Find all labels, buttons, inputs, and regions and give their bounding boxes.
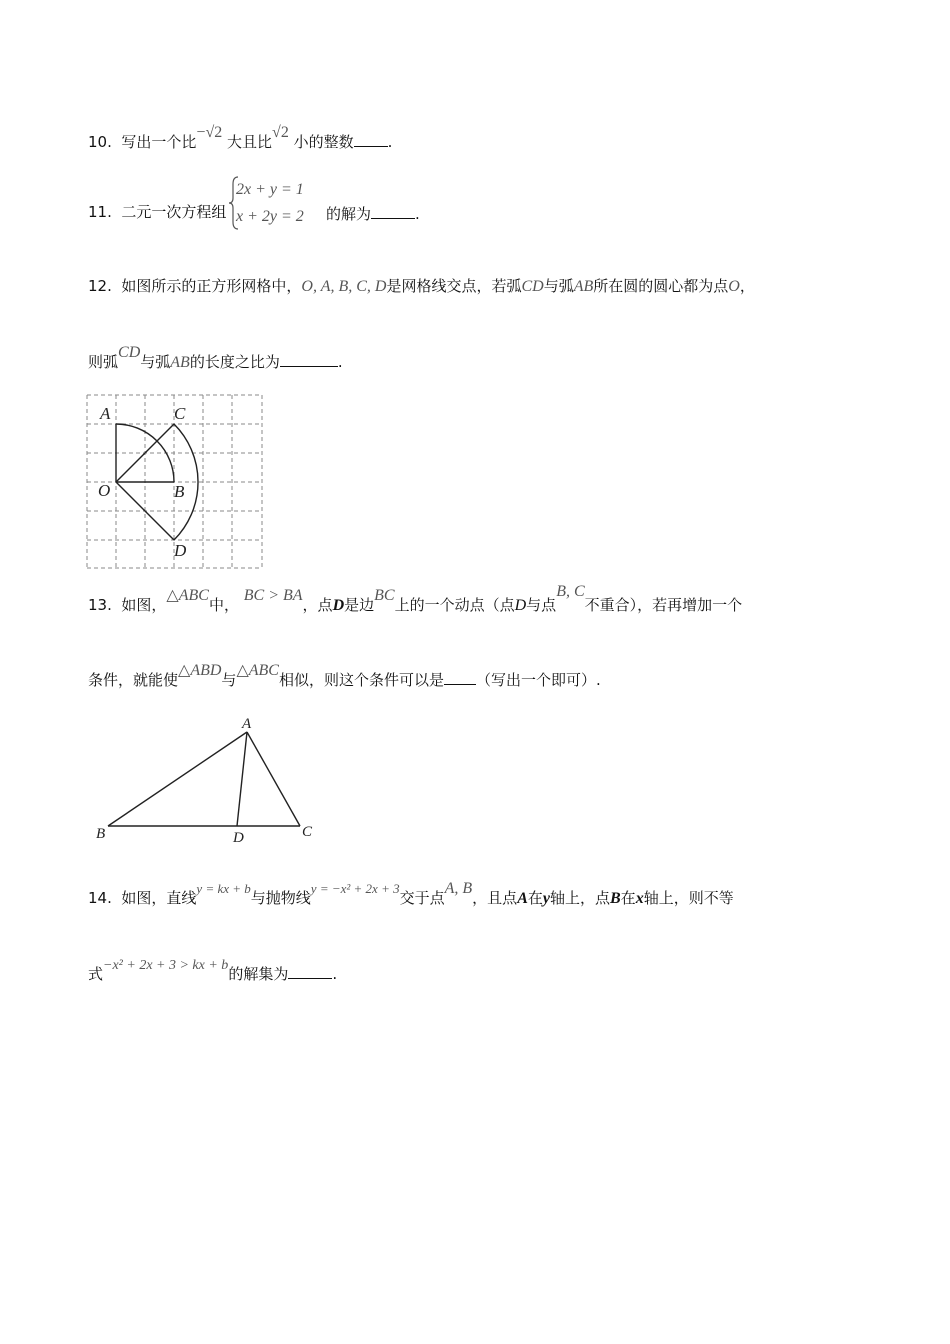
- answer-blank[interactable]: [444, 670, 476, 685]
- answer-blank[interactable]: [354, 132, 388, 147]
- segment-AB: [108, 732, 247, 826]
- label-A: A: [242, 716, 252, 732]
- segment-AD: [237, 732, 247, 826]
- answer-blank[interactable]: [280, 352, 338, 367]
- question-11-tail: 的解为 .: [326, 205, 420, 223]
- answer-blank[interactable]: [288, 964, 332, 979]
- question-11: 11. 二元一次方程组: [88, 203, 227, 221]
- label-B: B: [96, 826, 106, 842]
- math-expression: √2: [272, 124, 289, 141]
- label-O: O: [98, 481, 111, 500]
- question-13-line2: 条件，就能使△ABD与△ABC相似，则这个条件可以是 （写出一个即可）.: [88, 662, 601, 689]
- label-D: D: [233, 830, 244, 846]
- question-10: 10. 写出一个比−√2 大且比√2 小的整数 .: [88, 124, 393, 151]
- equation-2: x + 2y = 2: [236, 208, 304, 225]
- label-C: C: [174, 404, 186, 423]
- question-number: 13.: [88, 596, 112, 614]
- math-expression: −√2: [196, 124, 223, 141]
- segment-CA: [247, 732, 300, 826]
- question-number: 10.: [88, 133, 112, 151]
- question-12: 12. 如图所示的正方形网格中，O, A, B, C, D是网格线交点，若弧CD与弧AB所在圆的圆心都为点O，: [88, 277, 755, 295]
- label-A: A: [100, 404, 111, 423]
- grid-figure: [86, 392, 266, 570]
- question-14: 14. 如图，直线y = kx + b与抛物线y = −x² + 2x + 3交于点A, B，且点A在y轴上，点B在x轴上，则不等: [88, 880, 734, 907]
- triangle-figure: [90, 712, 330, 846]
- question-14-line2: 式−x² + 2x + 3 > kx + b的解集为 .: [88, 958, 338, 983]
- label-D: D: [174, 541, 187, 560]
- label-B: B: [174, 482, 185, 501]
- equation-system: [236, 176, 304, 230]
- question-number: 12.: [88, 277, 112, 295]
- question-number: 14.: [88, 889, 112, 907]
- question-13: 13. 如图，△ABC中， BC > BA，点D是边BC上的一个动点（点D与点B, C不重合），若再增加一个: [88, 583, 743, 614]
- question-number: 11.: [88, 203, 112, 221]
- question-12-line2: 则弧CD与弧AB的长度之比为 .: [88, 344, 343, 371]
- equation-1: 2x + y = 1: [236, 181, 304, 198]
- label-C: C: [302, 824, 313, 840]
- answer-blank[interactable]: [371, 204, 415, 219]
